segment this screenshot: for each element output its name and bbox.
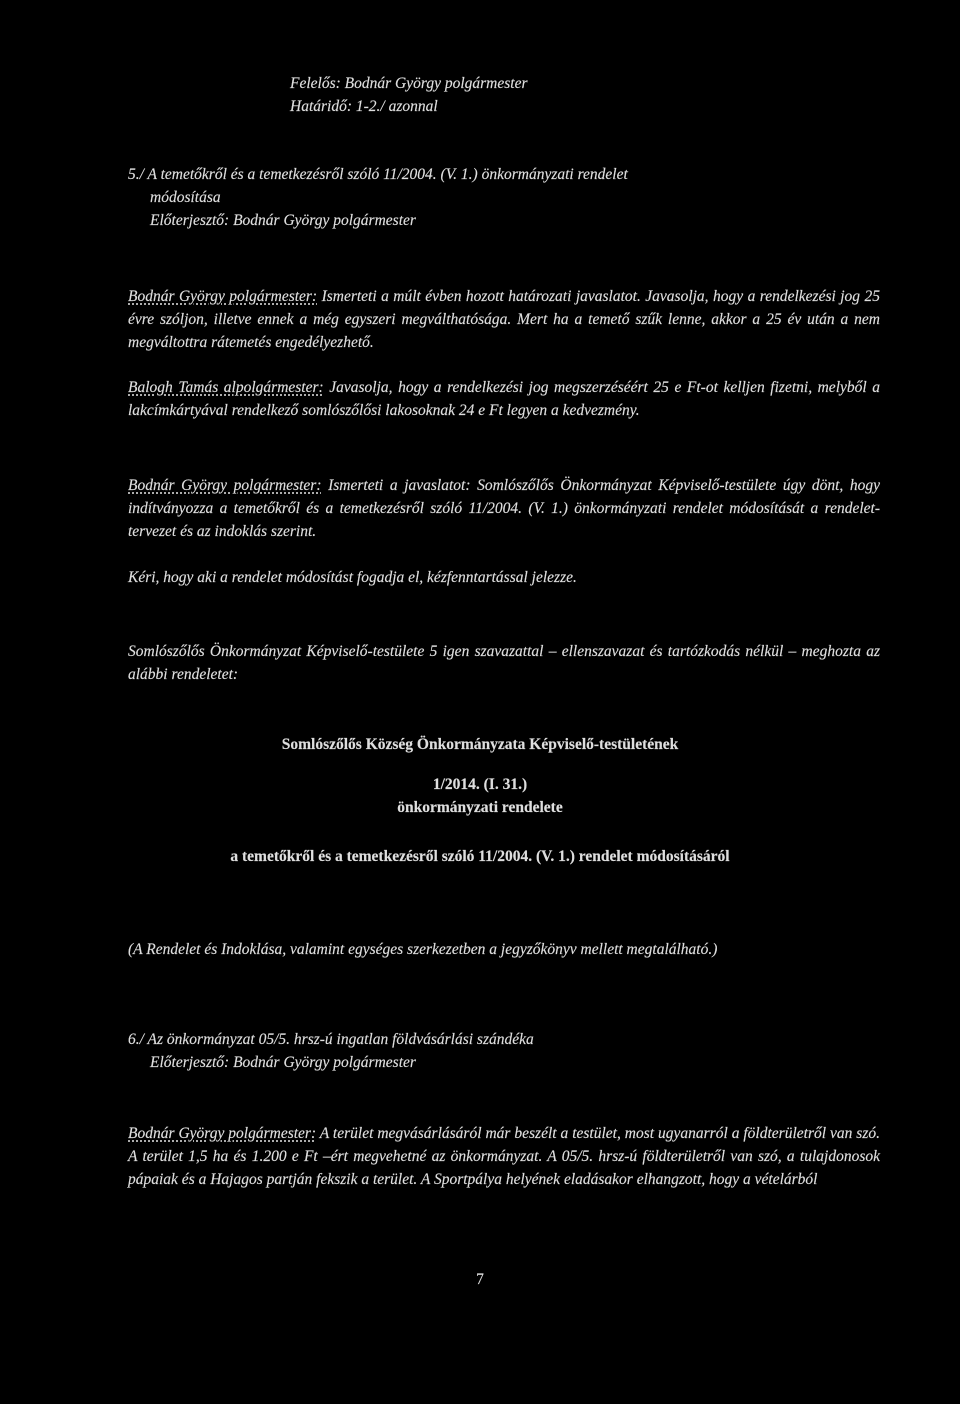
agenda-item-5 <box>128 163 888 232</box>
responsible-line: Felelős: Bodnár György polgármester <box>290 75 528 92</box>
paragraph-deputy-mayor <box>128 376 880 422</box>
agenda-item-6-presenter: Előterjesztő: Bodnár György polgármester <box>150 1054 416 1071</box>
paragraph-mayor-3 <box>128 1122 880 1191</box>
decree-issuer: Somlószőlős Község Önkormányzata Képviselő-testületének <box>281 736 679 753</box>
agenda-item-6-title: 6./ Az önkormányzat 05/5. hrsz-ú ingatlan földvásárlási szándéka <box>128 1031 534 1048</box>
speaker-name: Bodnár György polgármester: <box>128 477 322 494</box>
speaker-name: Bodnár György polgármester: <box>128 1125 317 1142</box>
speaker-name: Bodnár György polgármester: <box>128 288 318 305</box>
paragraph-mayor-2 <box>128 474 880 543</box>
speaker-name: Balogh Tamás alpolgármester: <box>128 379 324 396</box>
paragraph-vote-request: Kéri, hogy aki a rendelet módosítást fogadja el, kézfenntartással jelezze. <box>128 569 577 586</box>
agenda-item-5-title: 5./ A temetőkről és a temetkezésről szóló 11/2004. (V. 1.) önkormányzati rendelet <box>128 166 628 183</box>
decree-number-block <box>0 773 960 819</box>
speech-text: A terület megvásárlásáról már beszélt a testület, most ugyanarról a földterületről van szó. A terület 1,5 ha és 1.200 e Ft –ért megvehetné az önkormányzat. A 05/5. hrsz-ú földterületről van szó, a tulajdonosok pápaiak és a Hajagos partján fekszik a terület. A Sportpálya helyének eladásakor elhangzott, hogy a vételárból <box>128 1125 880 1188</box>
speech-text: Ismerteti a múlt évben hozott határozati javaslatot. Javasolja, hogy a rendelkezési jog 25 évre szóljon, illetve ennek a még egyszeri megválthatósága. Mert ha a temető szűk lenne, akkor a 25 év után a nem megváltottra rátemetés engedélyezhető. <box>128 288 880 351</box>
agenda-item-5-presenter: Előterjesztő: Bodnár György polgármester <box>150 212 416 229</box>
decree-subject: a temetőkről és a temetkezésről szóló 11/2004. (V. 1.) rendelet módosításáról <box>230 848 730 865</box>
page-number: 7 <box>476 1271 484 1288</box>
agenda-item-6 <box>128 1028 888 1074</box>
decree-number: 1/2014. (I. 31.) <box>432 776 528 793</box>
paragraph-mayor-1 <box>128 285 880 354</box>
speech-text: Ismerteti a javaslatot: Somlószőlős Önkormányzat Képviselő-testülete úgy dönt, hogy indítványozza a temetőkről és a temetkezésről szóló 11/2004. (V. 1.) önkormányzati rendelet módosítását a rendelet-tervezet és az indoklás szerint. <box>128 477 881 540</box>
deadline-line: Határidő: 1-2./ azonnal <box>290 98 438 115</box>
agenda-item-5-title-cont: módosítása <box>150 189 221 206</box>
responsibility-block <box>290 72 710 118</box>
speech-text: Javasolja, hogy a rendelkezési jog megszerzéséért 25 e Ft-ot kelljen fizetni, melyből a lakcímkártyával rendelkező somlószőlősi lakosoknak 24 e Ft legyen a kedvezmény. <box>128 379 880 419</box>
paragraph-vote-result: Somlószőlős Önkormányzat Képviselő-testülete 5 igen szavazattal – ellenszavazat és tartózkodás nélkül – meghozta az alábbi rendeletet: <box>128 643 880 683</box>
annex-note: (A Rendelet és Indoklása, valamint egységes szerkezetben a jegyzőkönyv mellett megtalálható.) <box>128 941 718 958</box>
decree-type: önkormányzati rendelete <box>397 799 563 816</box>
